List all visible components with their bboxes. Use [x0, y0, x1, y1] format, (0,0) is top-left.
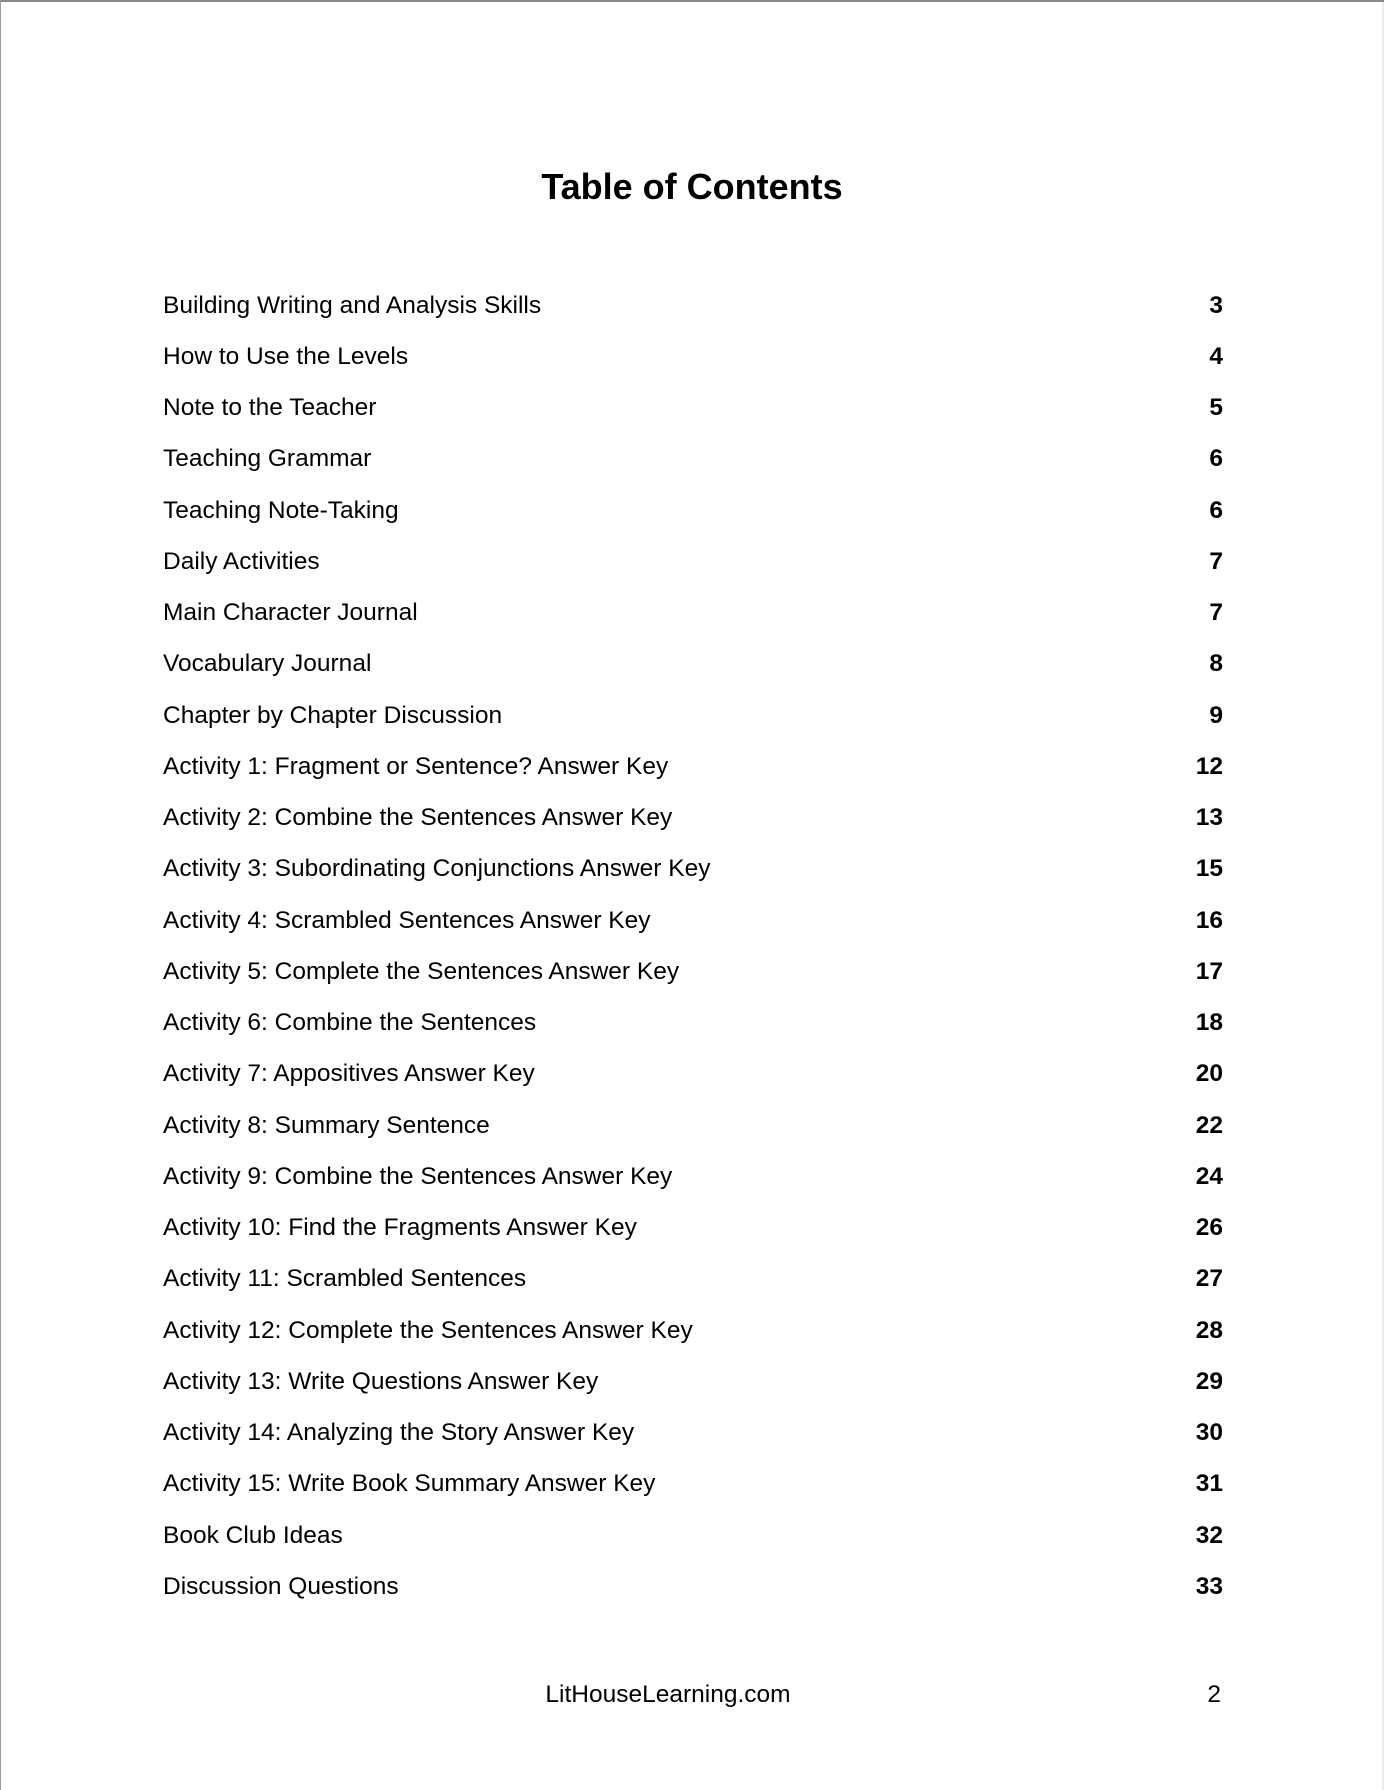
toc-entry-page-number: 9 — [1209, 701, 1223, 729]
toc-entry-page-number: 29 — [1195, 1367, 1223, 1395]
toc-entry-page-number: 6 — [1209, 445, 1223, 473]
toc-entry-page-number: 8 — [1209, 650, 1223, 678]
toc-entry-label: Activity 1: Fragment or Sentence? Answer Key — [163, 752, 669, 780]
toc-entry-page-number: 18 — [1195, 1009, 1223, 1037]
toc-entry[interactable] — [163, 1203, 1223, 1254]
toc-entry-label: Activity 11: Scrambled Sentences — [163, 1265, 527, 1293]
toc-entry[interactable] — [163, 690, 1223, 741]
toc-entry-label: Activity 8: Summary Sentence — [163, 1111, 490, 1139]
toc-entry[interactable] — [163, 1100, 1223, 1151]
toc-entry-label: Note to the Teacher — [163, 394, 377, 422]
toc-entry-page-number: 27 — [1195, 1265, 1223, 1293]
toc-entry-label: Vocabulary Journal — [163, 650, 372, 678]
table-of-contents — [163, 280, 1223, 1613]
toc-entry-label: Daily Activities — [163, 547, 320, 575]
toc-entry-page-number: 28 — [1195, 1316, 1223, 1344]
toc-entry-label: Activity 10: Find the Fragments Answer Key — [163, 1214, 637, 1242]
toc-entry-label: Activity 13: Write Questions Answer Key — [163, 1367, 599, 1395]
page-left-border — [0, 0, 1, 1790]
toc-entry-label: How to Use the Levels — [163, 342, 409, 370]
toc-entry-page-number: 24 — [1195, 1162, 1223, 1190]
toc-entry[interactable] — [163, 639, 1223, 690]
toc-entry[interactable] — [163, 793, 1223, 844]
toc-entry[interactable] — [163, 946, 1223, 997]
toc-entry-page-number: 7 — [1209, 599, 1223, 627]
toc-entry-label: Activity 4: Scrambled Sentences Answer Key — [163, 906, 651, 934]
toc-entry[interactable] — [163, 1254, 1223, 1305]
toc-entry-label: Activity 2: Combine the Sentences Answer Key — [163, 804, 673, 832]
toc-entry-page-number: 6 — [1209, 496, 1223, 524]
toc-entry-page-number: 13 — [1195, 804, 1223, 832]
toc-entry-page-number: 3 — [1209, 291, 1223, 319]
toc-entry[interactable] — [163, 434, 1223, 485]
toc-entry-label: Teaching Grammar — [163, 445, 372, 473]
footer-page-number: 2 — [1207, 1681, 1221, 1708]
toc-entry[interactable] — [163, 1561, 1223, 1612]
toc-entry[interactable] — [163, 1510, 1223, 1561]
toc-entry-page-number: 20 — [1195, 1060, 1223, 1088]
toc-entry-page-number: 16 — [1195, 906, 1223, 934]
toc-entry[interactable] — [163, 1049, 1223, 1100]
toc-entry[interactable] — [163, 331, 1223, 382]
toc-entry[interactable] — [163, 844, 1223, 895]
footer-website: LitHouseLearning.com — [545, 1681, 791, 1708]
toc-entry-label: Teaching Note-Taking — [163, 496, 399, 524]
toc-entry-label: Activity 6: Combine the Sentences — [163, 1009, 537, 1037]
toc-entry-label: Activity 7: Appositives Answer Key — [163, 1060, 535, 1088]
toc-entry-page-number: 22 — [1195, 1111, 1223, 1139]
toc-entry-page-number: 12 — [1195, 752, 1223, 780]
toc-entry[interactable] — [163, 895, 1223, 946]
toc-entry-page-number: 30 — [1195, 1419, 1223, 1447]
toc-entry-label: Book Club Ideas — [163, 1521, 343, 1549]
toc-entry[interactable] — [163, 1151, 1223, 1202]
toc-entry-label: Activity 5: Complete the Sentences Answer Key — [163, 957, 680, 985]
toc-entry-page-number: 33 — [1195, 1572, 1223, 1600]
toc-entry[interactable] — [163, 1408, 1223, 1459]
toc-entry[interactable] — [163, 588, 1223, 639]
toc-entry-label: Chapter by Chapter Discussion — [163, 701, 503, 729]
toc-entry[interactable] — [163, 1305, 1223, 1356]
page-top-border — [0, 0, 1384, 2]
toc-entry-label: Activity 15: Write Book Summary Answer Key — [163, 1470, 656, 1498]
toc-entry-label: Building Writing and Analysis Skills — [163, 291, 542, 319]
toc-entry[interactable] — [163, 383, 1223, 434]
toc-entry-label: Main Character Journal — [163, 599, 418, 627]
toc-entry[interactable] — [163, 998, 1223, 1049]
page-title: Table of Contents — [541, 166, 843, 207]
toc-entry[interactable] — [163, 1356, 1223, 1407]
toc-entry[interactable] — [163, 280, 1223, 331]
toc-entry[interactable] — [163, 741, 1223, 792]
toc-entry-page-number: 7 — [1209, 547, 1223, 575]
toc-entry[interactable] — [163, 485, 1223, 536]
toc-entry-label: Discussion Questions — [163, 1572, 399, 1600]
toc-entry-label: Activity 12: Complete the Sentences Answer Key — [163, 1316, 693, 1344]
toc-entry[interactable] — [163, 536, 1223, 587]
toc-entry-page-number: 5 — [1209, 394, 1223, 422]
toc-entry-label: Activity 9: Combine the Sentences Answer Key — [163, 1162, 673, 1190]
toc-entry-page-number: 15 — [1195, 855, 1223, 883]
toc-entry-page-number: 4 — [1209, 342, 1223, 370]
toc-entry-page-number: 17 — [1195, 957, 1223, 985]
toc-entry-page-number: 32 — [1195, 1521, 1223, 1549]
toc-entry[interactable] — [163, 1459, 1223, 1510]
toc-entry-page-number: 31 — [1195, 1470, 1223, 1498]
toc-entry-page-number: 26 — [1195, 1214, 1223, 1242]
toc-entry-label: Activity 14: Analyzing the Story Answer Key — [163, 1419, 635, 1447]
toc-entry-label: Activity 3: Subordinating Conjunctions Answer Key — [163, 855, 711, 883]
